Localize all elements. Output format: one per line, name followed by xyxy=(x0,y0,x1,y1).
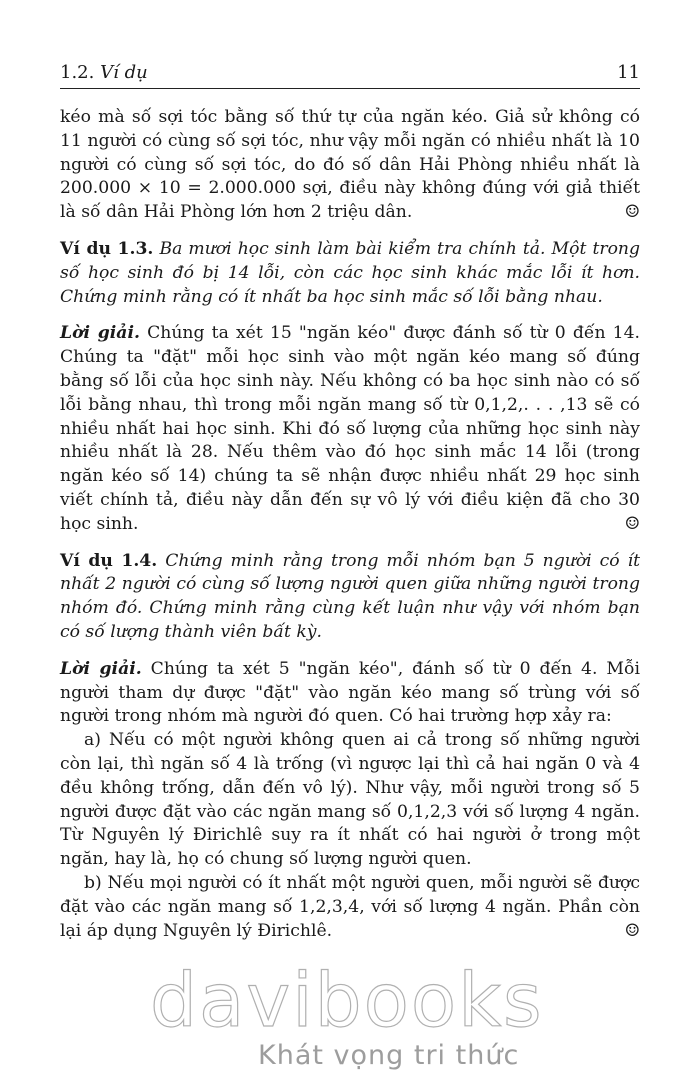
case-b-text: b) Nếu mọi người có ít nhất một người quen, mỗi người sẽ được đặt vào các ngăn mang số 1,2,3,4, với số lượng 4 ngăn. Phần còn lại áp dụng Nguyên lý Đirichlê. xyxy=(60,872,640,941)
example-1-4-label: Ví dụ 1.4. xyxy=(60,550,158,571)
solution-1-4-text: Chúng ta xét 5 "ngăn kéo", đánh số từ 0 đến 4. Mỗi người tham dự được "đặt" vào ngăn kéo mang số trùng với số người trong nhóm mà người đó quen. Có hai trường hợp xảy ra: xyxy=(60,658,640,727)
solution-1-3-label: Lời giải. xyxy=(60,323,140,344)
example-1-3-label: Ví dụ 1.3. xyxy=(60,238,154,259)
page-body xyxy=(60,106,640,943)
running-header xyxy=(60,60,640,89)
watermark-logo: davibooks xyxy=(150,958,544,1044)
solution-1-4-label: Lời giải. xyxy=(60,658,142,679)
smiley-end-icon: ☺ xyxy=(624,920,640,941)
solution-1-3 xyxy=(60,322,640,536)
smiley-end-icon: ☺ xyxy=(624,513,640,534)
example-1-4-statement: Chứng minh rằng trong mỗi nhóm bạn 5 người có ít nhất 2 người có cùng số lượng người quen giữa những người trong nhóm đó. Chứng minh rằng cùng kết luận như vậy với nhóm bạn có số lượng thành viên bất kỳ. xyxy=(60,550,640,642)
smiley-end-icon: ☺ xyxy=(624,202,640,223)
case-a-paragraph: a) Nếu có một người không quen ai cả trong số những người còn lại, thì ngăn số 4 là trống (vì ngược lại thì cả hai ngăn 0 và 4 đều không trống, dẫn đến vô lý). Như vậy, mỗi người trong số 5 người được đặt vào các ngăn mang số 0,1,2,3 với số lượng 4 ngăn. Từ Nguyên lý Đirichlê suy ra ít nhất có hai người ở trong một ngăn, hay là, họ có chung số lượng người quen. xyxy=(60,730,640,870)
continuation-text: kéo mà số sợi tóc bằng số thứ tự của ngăn kéo. Giả sử không có 11 người có cùng số sợi tóc, như vậy mỗi ngăn có nhiều nhất là 10 người có cùng số sợi tóc, do đó số dân Hải Phòng nhiều nhất là 200.000 × 10 = 2.000.000 sợi, điều này không đúng với giả thiết là số dân Hải Phòng lớn hơn 2 triệu dân. xyxy=(60,107,640,223)
case-b-paragraph xyxy=(60,872,640,943)
example-1-3-statement: Ba mươi học sinh làm bài kiểm tra chính tả. Một trong số học sinh đó bị 14 lỗi, còn các học sinh khác mắc lỗi ít hơn. Chứng minh rằng có ít nhất ba học sinh mắc số lỗi bằng nhau. xyxy=(60,238,640,307)
watermark-slogan: Khát vọng tri thức xyxy=(258,1040,520,1071)
example-1-3 xyxy=(60,238,640,309)
section-number: 1.2. xyxy=(60,62,95,83)
example-1-4 xyxy=(60,550,640,645)
section-heading xyxy=(60,62,148,83)
continuation-paragraph xyxy=(60,106,640,225)
section-title: Ví dụ xyxy=(100,62,148,83)
page-number: 11 xyxy=(617,62,640,83)
solution-1-3-text: Chúng ta xét 15 "ngăn kéo" được đánh số từ 0 đến 14. Chúng ta "đặt" mỗi học sinh vào một ngăn kéo mang số đúng bằng số lỗi của học sinh này. Nếu không có ba học sinh nào có số lỗi bằng nhau, thì trong mỗi ngăn mang số từ 0,1,2,. . . ,13 sẽ có nhiều nhất hai học sinh. Khi đó số lượng của những học sinh này nhiều nhất là 28. Nếu thêm vào đó học sinh mắc 14 lỗi (trong ngăn kéo số 14) chúng ta sẽ nhận được nhiều nhất 29 học sinh viết chính tả, điều này dẫn đến sự vô lý với điều kiện đã cho 30 học sinh. xyxy=(60,323,641,534)
book-page xyxy=(60,0,640,1088)
solution-1-4 xyxy=(60,658,640,729)
